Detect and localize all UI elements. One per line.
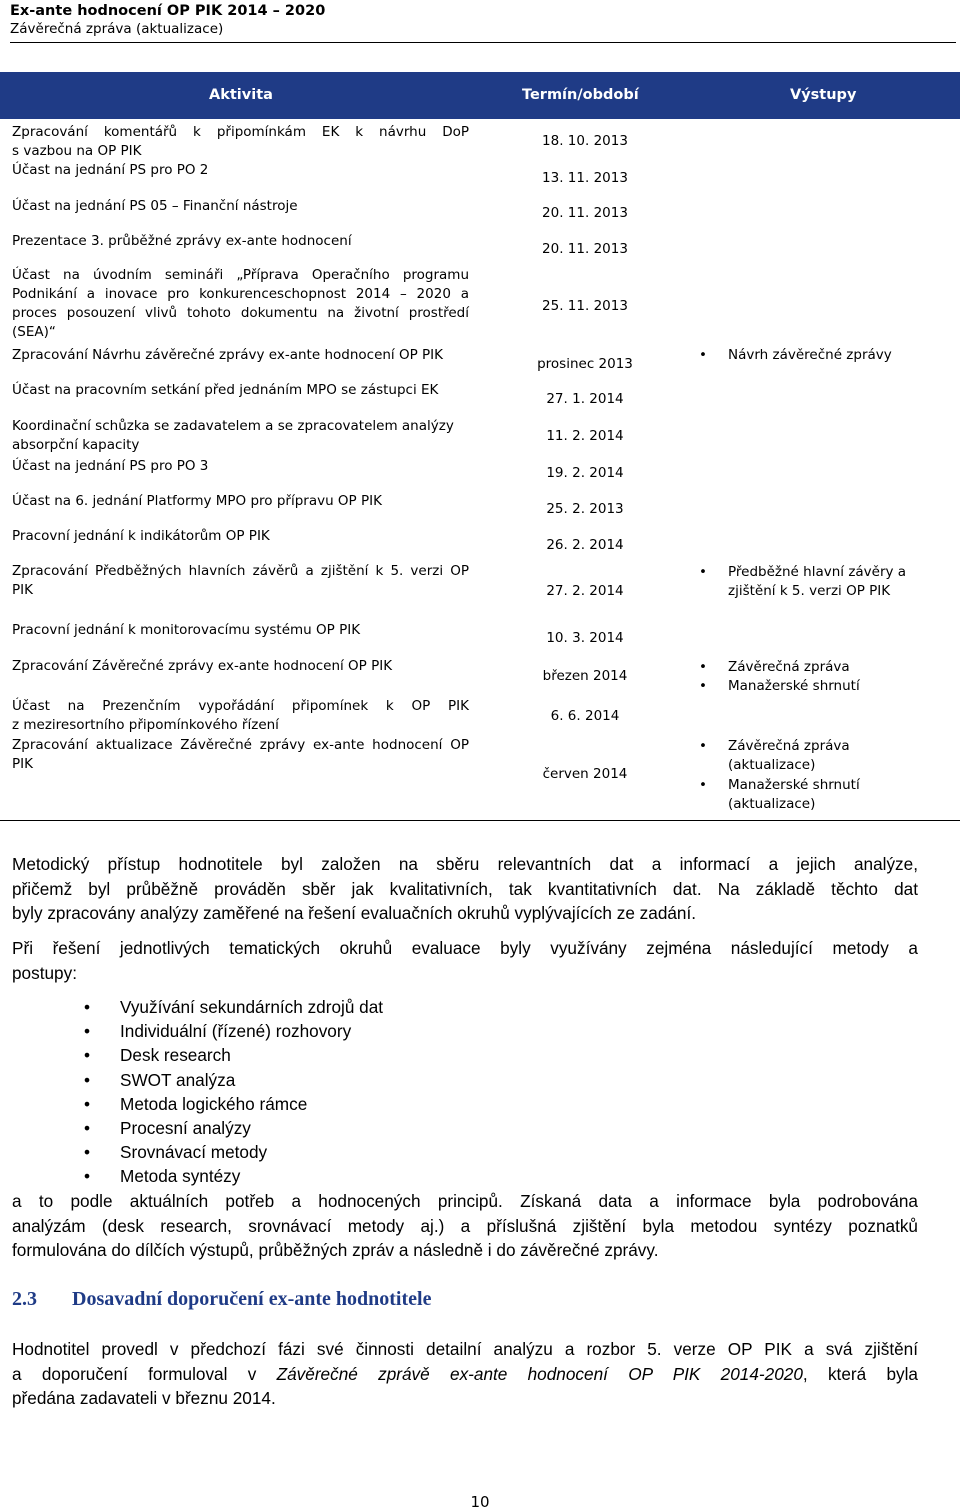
table-row-date: 19. 2. 2014 [546, 465, 624, 481]
table-row-date: prosinec 2013 [537, 356, 633, 372]
table-row-activity: Zpracování komentářů k připomínkám EK k návrhu DoP s vazbou na OP PIK [12, 124, 469, 159]
list-item: • Individuální (řízené) rozhovory [84, 1019, 684, 1043]
table-row-outputs [695, 563, 915, 602]
analysis-paragraph: a to podle aktuálních potřeb a hodnocených principů. Získaná data a informace byla podrobována analýzám (desk research, srovnávací metody aj.) a příslušná zjištění byla metodou syntézy poznatků formulována do dílčích výstupů, průběžných zpráv a následně i do závěrečné zprávy. [12, 1191, 918, 1260]
column-header-activity: Aktivita [209, 87, 273, 103]
activity-table [0, 72, 960, 820]
column-header-outputs: Výstupy [790, 87, 857, 103]
table-row-date: 10. 3. 2014 [546, 630, 624, 646]
table-row-activity: Pracovní jednání k monitorovacímu systému OP PIK [12, 622, 361, 638]
output-item: • Návrh závěrečné zprávy [695, 346, 955, 365]
column-header-term: Termín/období [522, 87, 639, 103]
table-row-date: 6. 6. 2014 [550, 708, 620, 724]
table-row-date: 11. 2. 2014 [546, 428, 624, 444]
methods-list [84, 995, 684, 1189]
table-row-activity: Účast na jednání PS pro PO 2 [12, 162, 209, 178]
header-rule [10, 42, 956, 43]
table-row-activity: Zpracování aktualizace Závěrečné zprávy ex-ante hodnocení OP PIK [12, 737, 469, 772]
table-row-date: 13. 11. 2013 [542, 170, 628, 186]
output-item: • Manažerské shrnutí (aktualizace) [695, 776, 895, 815]
section-heading [12, 1288, 431, 1311]
methodology-paragraph: Metodický přístup hodnotitele byl založen na sběru relevantních dat a informací a jejich analýze, přičemž byl průběžně prováděn sběr jak kvalitativních, tak kvantitativních dat. Na základě těchto dat byly zpracovány analýzy zaměřené na řešení evaluačních okruhů vyplývajících ze zadání. [12, 854, 918, 923]
table-row-outputs [695, 346, 955, 365]
table-row-activity: Prezentace 3. průběžné zprávy ex-ante hodnocení [12, 233, 352, 249]
document-title: Ex-ante hodnocení OP PIK 2014 – 2020 [10, 3, 326, 19]
list-item: • Metoda syntézy [84, 1164, 684, 1188]
table-row-activity: Účast na Prezenčním vypořádání připomínek k OP PIK z meziresortního připomínkového řízení [12, 698, 469, 733]
recommendations-paragraph: Hodnotitel provedl v předchozí fázi své činnosti detailní analýzu a rozbor 5. verze OP PIK a svá zjištění a doporučení formuloval v Závěrečné zprávě ex-ante hodnocení OP PIK 2014-2020, která byla předána zadavateli v březnu 2014. [12, 1339, 918, 1408]
document-header [10, 2, 956, 38]
table-row-activity: Účast na jednání PS 05 – Finanční nástroje [12, 198, 298, 214]
list-item: • SWOT analýza [84, 1068, 684, 1092]
report-title-italic: Závěrečné zprávě ex-ante hodnocení OP PIK 2014-2020 [276, 1363, 803, 1384]
table-row-activity: Účast na jednání PS pro PO 3 [12, 458, 209, 474]
table-row-outputs [695, 658, 955, 697]
table-row-date: březen 2014 [542, 668, 628, 684]
table-row-date: 20. 11. 2013 [542, 241, 628, 257]
methods-intro-paragraph: Při řešení jednotlivých tematických okruhů evaluace byly využívány zejména následující metody a postupy: [12, 938, 918, 983]
table-row-date: 25. 11. 2013 [542, 298, 628, 314]
table-row-date: červen 2014 [542, 766, 628, 782]
table-row-activity: Pracovní jednání k indikátorům OP PIK [12, 528, 270, 544]
document-subtitle: Závěrečná zpráva (aktualizace) [10, 21, 224, 37]
table-row-outputs [695, 737, 895, 815]
table-row-date: 27. 1. 2014 [546, 391, 624, 407]
output-item: • Závěrečná zpráva [695, 658, 955, 677]
list-item: • Procesní analýzy [84, 1116, 684, 1140]
table-header [0, 72, 960, 119]
table-bottom-rule [0, 820, 960, 821]
table-row-activity: Účast na 6. jednání Platformy MPO pro přípravu OP PIK [12, 493, 382, 509]
list-item: • Využívání sekundárních zdrojů dat [84, 995, 684, 1019]
table-row-activity: Zpracování Návrhu závěrečné zprávy ex-ante hodnocení OP PIK [12, 347, 444, 363]
table-row-activity: Účast na pracovním setkání před jednáním MPO se zástupci EK [12, 382, 439, 398]
table-row-date: 26. 2. 2014 [546, 537, 624, 553]
section-number: 2.3 [12, 1288, 37, 1310]
table-row-date: 25. 2. 2013 [546, 501, 624, 517]
table-row-date: 27. 2. 2014 [546, 583, 624, 599]
output-item: • Předběžné hlavní závěry a zjištění k 5. verzi OP PIK [695, 563, 915, 602]
page-number: 10 [470, 1493, 490, 1511]
table-row-activity: Zpracování Předběžných hlavních závěrů a zjištění k 5. verzi OP PIK [12, 563, 469, 598]
table-row-activity: Koordinační schůzka se zadavatelem a se zpracovatelem analýzy absorpční kapacity [12, 418, 454, 453]
table-row-activity: Zpracování Závěrečné zprávy ex-ante hodnocení OP PIK [12, 658, 393, 674]
output-item: • Závěrečná zpráva (aktualizace) [695, 737, 895, 776]
table-row-date: 18. 10. 2013 [542, 133, 628, 149]
list-item: • Metoda logického rámce [84, 1092, 684, 1116]
list-item: • Desk research [84, 1043, 684, 1067]
section-title: Dosavadní doporučení ex-ante hodnotitele [72, 1288, 432, 1310]
output-item: • Manažerské shrnutí [695, 677, 955, 696]
table-row-activity: Účast na úvodním semináři „Příprava Operačního programu Podnikání a inovace pro konkurenceschopnost 2014 – 2020 a proces posouzení vlivů tohoto dokumentu na životní prostředí (SEA)“ [12, 267, 469, 340]
table-row-date: 20. 11. 2013 [542, 205, 628, 221]
list-item: • Srovnávací metody [84, 1140, 684, 1164]
